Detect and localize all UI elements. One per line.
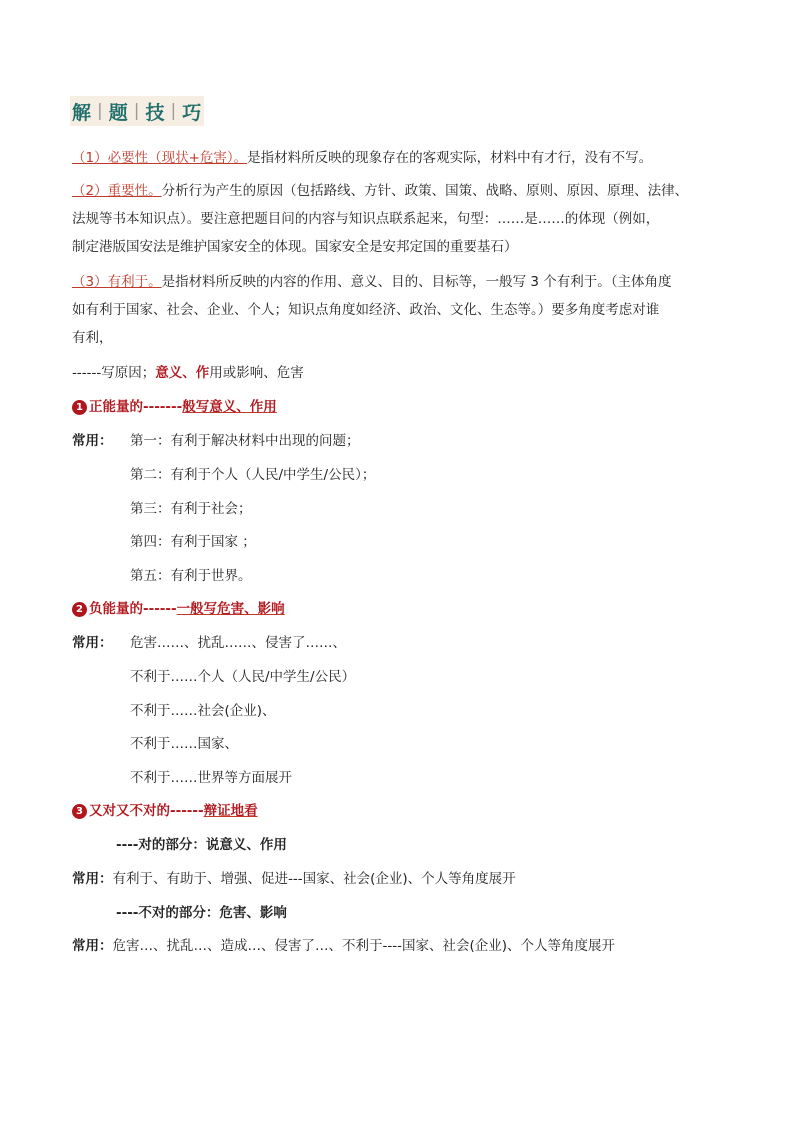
- dash: ------: [143, 601, 177, 617]
- positive-item: 第一：有利于解决材料中出现的问题；: [130, 433, 360, 449]
- incorrect-part-label: ----不对的部分：危害、影响: [116, 905, 287, 921]
- paragraph-importance-line3: 制定港版国安法是维护国家安全的体现。国家安全是安邦定国的重要基石）: [72, 239, 518, 255]
- benefit-tag: （3）有利于。: [72, 274, 162, 290]
- heading-separator: |: [97, 101, 104, 121]
- paragraph-importance-line1: [72, 182, 688, 200]
- negative-title: 负能量的: [89, 601, 143, 617]
- necessity-text: 是指材料所反映的现象存在的客观实际，材料中有才行，没有不写。: [247, 150, 653, 166]
- circled-number-icon: 3: [72, 804, 87, 819]
- incorrect-part-text: 危害…、扰乱…、造成…、侵害了…、不利于----国家、社会(企业)、个人等角度展开: [112, 938, 616, 954]
- heading-char: 题: [108, 101, 129, 124]
- circled-number-icon: 2: [72, 602, 87, 617]
- intro-highlight: 意义、作: [155, 365, 210, 381]
- common-label: 常用：: [72, 938, 113, 954]
- heading-char: 技: [145, 101, 166, 124]
- positive-item: 第三：有利于社会；: [130, 501, 252, 517]
- positive-summary: 般写意义、作用: [182, 399, 277, 415]
- intro-suffix: 用或影响、危害: [209, 365, 304, 381]
- importance-tag: （2）重要性。: [72, 183, 162, 199]
- dialectical-summary: 辩证地看: [203, 803, 258, 819]
- negative-item: 不利于……社会(企业)、: [130, 703, 276, 719]
- benefit-text: 是指材料所反映的内容的作用、意义、目的、目标等，一般写 3 个有利于。（主体角度: [161, 274, 672, 290]
- negative-item: 危害……、扰乱……、侵害了……、: [130, 635, 346, 651]
- dash: -------: [143, 399, 183, 415]
- section-heading: [70, 96, 204, 126]
- necessity-tag: （1）必要性（现状+危害）。: [72, 150, 248, 166]
- negative-item: 不利于……世界等方面展开: [130, 770, 292, 786]
- correct-part-label: ----对的部分：说意义、作用: [116, 837, 287, 853]
- negative-item: 不利于……国家、: [130, 736, 238, 752]
- importance-text: 分析行为产生的原因（包括路线、方针、政策、国策、战略、原则、原因、原理、法律、: [161, 183, 689, 199]
- heading-char: 巧: [182, 101, 203, 124]
- dialectical-title: 又对又不对的: [89, 803, 170, 819]
- heading-char: 解: [72, 101, 93, 124]
- circled-number-icon: 1: [72, 400, 87, 415]
- heading-separator: |: [133, 101, 141, 121]
- paragraph-benefit-line1: [72, 273, 672, 291]
- common-line-correct: [72, 870, 516, 888]
- dash: ------: [170, 803, 204, 819]
- negative-item: 不利于……个人（人民/中学生/公民）: [130, 669, 356, 685]
- heading-separator: |: [170, 101, 178, 121]
- section-negative-heading: [72, 600, 285, 618]
- paragraph-benefit-line3: 有利，: [72, 330, 113, 346]
- section-positive-heading: [72, 398, 277, 416]
- correct-part-text: 有利于、有助于、增强、促进---国家、社会(企业)、个人等角度展开: [112, 871, 516, 887]
- common-label: 常用：: [72, 635, 113, 651]
- intro-prefix: ------写原因；: [72, 365, 156, 381]
- paragraph-benefit-line2: 如有利于国家、社会、企业、个人；知识点角度如经济、政治、文化、生态等。）要多角度考虑对谁: [72, 302, 660, 318]
- positive-item: 第五：有利于世界。: [130, 568, 252, 584]
- intro-line: [72, 364, 304, 382]
- positive-item: 第四：有利于国家 ；: [130, 534, 256, 550]
- common-line-incorrect: [72, 937, 615, 955]
- positive-item: 第二：有利于个人（人民/中学生/公民）；: [130, 467, 376, 483]
- paragraph-importance-line2: 法规等书本知识点）。要注意把题目问的内容与知识点联系起来，句型：……是……的体现（例如，: [72, 211, 660, 227]
- common-label: 常用：: [72, 433, 113, 449]
- section-dialectical-heading: [72, 802, 258, 820]
- paragraph-necessity: [72, 149, 652, 167]
- positive-title: 正能量的: [89, 399, 143, 415]
- common-label: 常用：: [72, 871, 113, 887]
- negative-summary: 一般写危害、影响: [176, 601, 285, 617]
